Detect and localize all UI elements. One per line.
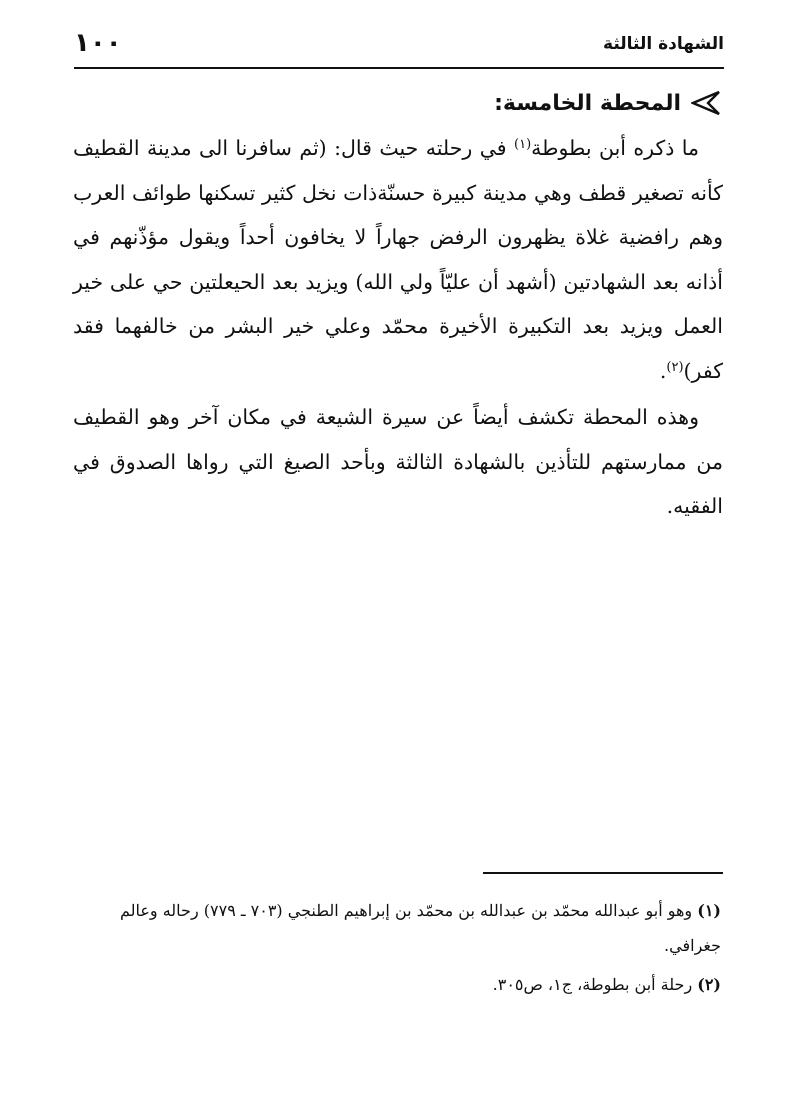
footnote-ref-2: (٢) <box>666 359 684 375</box>
footnotes <box>73 893 721 1006</box>
arrowhead-pointer-icon <box>691 90 721 116</box>
footnote-1-number: (١) <box>697 901 721 920</box>
paragraph-1-end: . <box>659 358 667 383</box>
running-header-title: الشهادة الثالثة <box>603 34 724 54</box>
paragraph-1-body: في رحلته حيث قال: (ثم سافرنا الى مدينة القطيف كأنه تصغير قطف وهي مدينة كبيرة حسنّةذات نخل كثير تسكنها طوائف العرب وهم رافضية غلاة يظهرون الرفض جهاراً لا يخافون أحداً ويقول مؤذّنهم في أذانه بعد الشهادتين (أشهد أن عليّاً ولي الله) ويزيد بعد الحيعلتين حي على خير العمل ويزيد بعد التكبيرة الأخيرة محمّد وعلي خير البشر من خالفهما فقد كفر) <box>73 136 723 383</box>
header-rule <box>74 67 724 69</box>
section-title: المحطة الخامسة: <box>494 90 681 116</box>
footnote-2-number: (٢) <box>697 975 721 994</box>
paragraph-2: وهذه المحطة تكشف أيضاً عن سيرة الشيعة في مكان آخر وهو القطيف من ممارستهم للتأذين بالشهادة الثالثة وبأحد الصيغ التي رواها الصدوق في الفقيه. <box>73 405 723 518</box>
section-heading <box>494 86 721 120</box>
footnote-ref-1: (١) <box>514 137 532 152</box>
running-header <box>74 26 724 66</box>
footnote-2-text: رحلة أبن بطوطة، ج١، ص٣٠٥. <box>492 975 698 994</box>
paragraph-1-start: ما ذكره أبن بطوطة <box>531 136 699 160</box>
paragraph-1 <box>73 126 723 393</box>
body-text <box>73 126 723 529</box>
page-number: ١٠٠ <box>74 28 122 58</box>
footnote-separator <box>483 872 723 874</box>
footnote-1 <box>73 893 721 963</box>
footnote-2 <box>73 967 721 1002</box>
footnote-1-text: وهو أبو عبدالله محمّد بن عبدالله بن محمّد بن إبراهيم الطنجي (٧٠٣ ـ ٧٧٩) رحاله وعالم جغرافي. <box>119 901 721 955</box>
